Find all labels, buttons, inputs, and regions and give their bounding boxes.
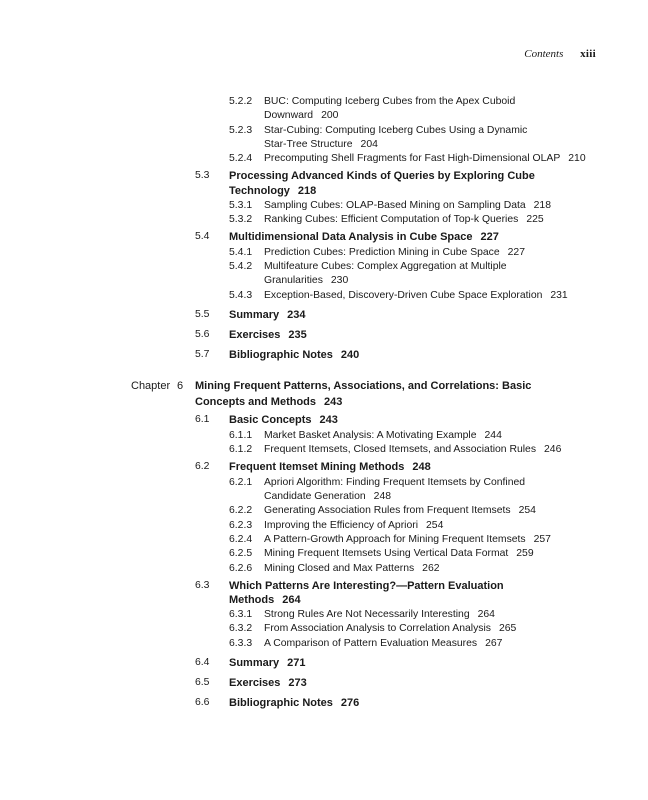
toc-section-5-4 [0, 230, 648, 246]
section-page: 240 [340, 349, 360, 362]
section-number: 6.3 [195, 579, 210, 591]
entry-page: 262 [422, 562, 440, 574]
section-number: 6.2 [195, 461, 210, 473]
entry-title: Improving the Efficiency of Apriori 254 [264, 519, 444, 531]
entry-title: Exception-Based, Discovery-Driven Cube Space Exploration 231 [264, 289, 568, 301]
entry-number: 6.2.3 [229, 519, 253, 531]
entry-title: Prediction Cubes: Prediction Mining in Cube Space 227 [264, 246, 525, 258]
toc-section-5-7 [0, 348, 648, 363]
entry-number: 6.3.2 [229, 623, 253, 635]
section-page: 276 [340, 696, 360, 709]
entry-page: 230 [330, 275, 349, 287]
entry-number: 6.3.1 [229, 609, 253, 621]
section-number: 5.6 [195, 329, 210, 341]
entry-number: 5.3.1 [229, 199, 253, 211]
toc-section-6-2 [0, 460, 648, 476]
entry-title: Market Basket Analysis: A Motivating Example 244 [264, 429, 502, 441]
section-title: Which Patterns Are Interesting?—Pattern Evaluation Methods 264 [229, 579, 504, 607]
entry-page: 210 [568, 153, 586, 165]
toc-entry-6-3-2 [0, 622, 648, 636]
section-page: 248 [412, 461, 431, 474]
toc-entry-5-3-2 [0, 213, 648, 227]
section-title: Summary 271 [229, 656, 306, 669]
entry-number: 6.2.4 [229, 534, 253, 546]
toc-entry-6-2-4 [0, 533, 648, 547]
section-number: 6.5 [195, 676, 210, 688]
section-title: Multidimensional Data Analysis in Cube Space 227 [229, 231, 499, 244]
entry-number: 6.1.2 [229, 443, 253, 455]
entry-title: Mining Closed and Max Patterns 262 [264, 562, 440, 574]
toc-entry-6-3-3 [0, 637, 648, 651]
entry-number: 6.2.6 [229, 562, 253, 574]
entry-number: 6.2.2 [229, 505, 253, 517]
toc-section-5-6 [0, 328, 648, 343]
entry-page: 267 [485, 637, 503, 649]
toc-entry-5-3-1 [0, 199, 648, 213]
entry-page: 254 [518, 505, 536, 517]
entry-page: 265 [498, 623, 517, 635]
entry-title: Apriori Algorithm: Finding Frequent Itemsets by Confined Candidate Generation 248 [264, 476, 526, 503]
entry-page: 248 [373, 491, 392, 503]
toc-section-6-3 [0, 579, 648, 608]
section-title: Exercises 273 [229, 676, 307, 689]
section-title: Summary 234 [229, 309, 306, 322]
entry-number: 5.2.2 [229, 96, 253, 107]
chapter-number: 6 [177, 380, 184, 393]
entry-number: 5.2.4 [229, 153, 253, 165]
section-number: 6.4 [195, 656, 210, 668]
entry-title: Ranking Cubes: Efficient Computation of Top-k Queries 225 [264, 213, 544, 225]
chapter-title: Mining Frequent Patterns, Associations, and Correlations: Basic Concepts and Methods 243 [195, 380, 532, 408]
entry-number: 6.2.5 [229, 548, 253, 560]
entry-page: 257 [533, 534, 551, 546]
section-number: 5.5 [195, 309, 210, 321]
toc-entry-6-2-1 [0, 476, 648, 505]
toc-section-6-5 [0, 676, 648, 691]
toc-section-6-1 [0, 413, 648, 429]
toc-entry-6-2-5 [0, 547, 648, 561]
section-page: 235 [288, 329, 307, 342]
section-number: 6.6 [195, 696, 210, 708]
entry-page: 200 [321, 110, 339, 122]
chapter-page: 243 [324, 395, 343, 408]
entry-title: BUC: Computing Iceberg Cubes from the Apex Cuboid Downward 200 [264, 96, 516, 122]
toc-entry-6-1-2 [0, 443, 648, 457]
entry-page: 244 [484, 429, 502, 441]
entry-number: 6.1.1 [229, 429, 253, 441]
section-number: 5.7 [195, 349, 210, 361]
toc-entry-5-2-2 [0, 95, 648, 124]
section-page: 234 [287, 309, 306, 322]
section-number: 5.3 [195, 170, 210, 182]
entry-page: 225 [526, 213, 544, 225]
table-of-contents [0, 95, 648, 711]
entry-number: 5.3.2 [229, 213, 253, 225]
toc-entry-6-2-6 [0, 562, 648, 576]
toc-entry-5-4-3 [0, 289, 648, 303]
section-page: 273 [288, 676, 307, 689]
toc-entry-6-1-1 [0, 429, 648, 443]
toc-chapter-6 [0, 379, 648, 410]
section-number: 5.4 [195, 231, 210, 243]
entry-number: 5.2.3 [229, 124, 253, 136]
entry-title: Strong Rules Are Not Necessarily Interesting 264 [264, 609, 495, 621]
section-title: Processing Advanced Kinds of Queries by Exploring Cube Technology 218 [229, 170, 535, 197]
entry-number: 5.4.1 [229, 246, 253, 258]
entry-page: 246 [544, 443, 562, 455]
toc-entry-5-4-1 [0, 246, 648, 260]
section-page: 271 [287, 656, 306, 669]
section-title: Exercises 235 [229, 329, 307, 342]
running-header-title: Contents [524, 48, 564, 60]
entry-page: 254 [426, 519, 444, 531]
entry-page: 227 [507, 246, 525, 258]
entry-page: 264 [477, 609, 495, 621]
toc-entry-6-2-2 [0, 504, 648, 518]
toc-section-5-5 [0, 308, 648, 323]
section-number: 6.1 [195, 414, 210, 426]
toc-section-5-3 [0, 169, 648, 198]
toc-entry-5-4-2 [0, 260, 648, 289]
entry-number: 6.3.3 [229, 637, 253, 649]
toc-entry-6-2-3 [0, 519, 648, 533]
entry-title: Sampling Cubes: OLAP-Based Mining on Sampling Data 218 [264, 199, 551, 211]
entry-page: 259 [516, 548, 534, 560]
section-page: 264 [282, 594, 301, 607]
section-title: Bibliographic Notes 240 [229, 349, 360, 362]
entry-title: Star-Cubing: Computing Iceberg Cubes Using a Dynamic Star-Tree Structure 204 [264, 124, 528, 150]
entry-number: 5.4.2 [229, 261, 253, 273]
page-number: xiii [580, 48, 596, 60]
entry-number: 6.2.1 [229, 476, 253, 488]
chapter-label: Chapter [131, 380, 171, 393]
toc-section-6-6 [0, 696, 648, 711]
entry-page: 204 [360, 138, 378, 150]
entry-title: Precomputing Shell Fragments for Fast High-Dimensional OLAP 210 [264, 153, 586, 165]
running-header [524, 48, 596, 60]
toc-entry-5-2-4 [0, 152, 648, 166]
entry-title: From Association Analysis to Correlation Analysis 265 [264, 623, 517, 635]
entry-title: A Comparison of Pattern Evaluation Measures 267 [264, 637, 503, 649]
entry-title: Mining Frequent Itemsets Using Vertical Data Format 259 [264, 548, 534, 560]
section-page: 243 [319, 414, 338, 427]
entry-title: Multifeature Cubes: Complex Aggregation at Multiple Granularities 230 [264, 261, 507, 287]
section-title: Bibliographic Notes 276 [229, 696, 360, 709]
entry-title: Generating Association Rules from Frequent Itemsets 254 [264, 505, 536, 517]
toc-entry-5-2-3 [0, 124, 648, 153]
toc-section-6-4 [0, 656, 648, 671]
entry-page: 218 [533, 199, 551, 211]
section-page: 218 [297, 184, 317, 197]
entry-page: 231 [550, 289, 568, 301]
entry-number: 5.4.3 [229, 289, 253, 301]
section-title: Basic Concepts 243 [229, 414, 338, 427]
section-title: Frequent Itemset Mining Methods 248 [229, 461, 431, 474]
entry-title: Frequent Itemsets, Closed Itemsets, and Association Rules 246 [264, 443, 562, 455]
toc-entry-6-3-1 [0, 608, 648, 622]
entry-title: A Pattern-Growth Approach for Mining Frequent Itemsets 257 [264, 534, 551, 546]
section-page: 227 [480, 231, 499, 244]
